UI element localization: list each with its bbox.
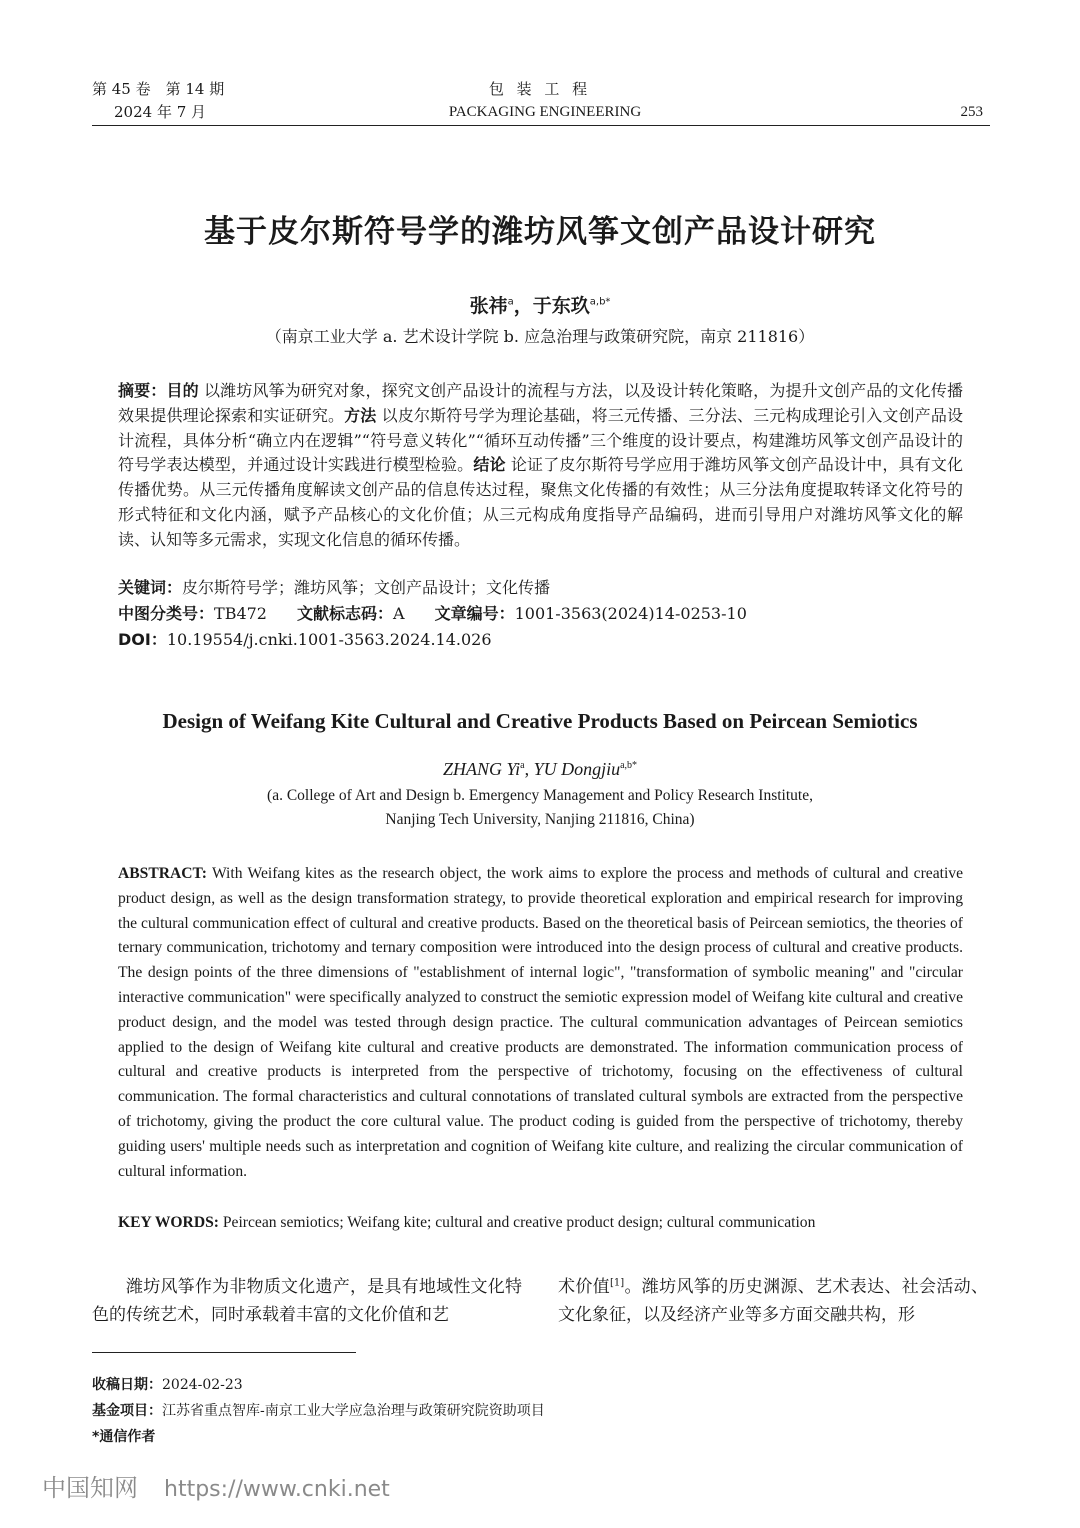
authors-cn [0,292,1080,320]
method-label: 方法 [344,405,377,425]
doi-label: DOI： [118,630,167,649]
abstract-text-en: With Weifang kites as the research object, the work aims to explore the process and methods of cultural and creative product design, as well as the design transformation strategy, to provide theoretical exploration and empirical research for improving the cultural communication effect of cultural and creative products. Based on the theoretical basis of Peircean semiotics, the theories of ternary communication, trichotomy and ternary composition were introduced into the design process of cultural and creative products. The design points of the three dimensions of "establishment of internal logic", "transformation of symbolic meaning" and "circular interactive communication" were specifically analyzed to construct the semiotic expression model of Weifang kite cultural and creative product design, and the model was tested through design practice. The cultural communication advantages of Peircean semiotics applied to the design of Weifang kite cultural and creative products are demonstrated. The information communication process of cultural and creative products is interpreted from the perspective of trichotomy, focusing on the effectiveness of cultural communication. The formal characteristics and cultural connotations of translated cultural symbols are extracted from the perspective of trichotomy, giving the product the core cultural value. The product coding is guided from the perspective of trichotomy, thereby guiding users' multiple needs such as interpretation and cognition of Weifang kite culture, and realizing the circular communication of cultural information. [118,865,963,1180]
body-right-rest: 。潍坊风筝的历史渊源、艺术表达、社会活动、文化象征，以及经济产业等多方面交融共构，形 [558,1277,989,1325]
fund-project [92,1400,545,1422]
author-2-cn: 于东玖 [532,295,590,317]
conclusion-label: 结论 [473,455,506,475]
article-number-value: 1001-3563(2024)14-0253-10 [514,604,747,623]
received-label: 收稿日期： [92,1377,162,1393]
journal-title-en: PACKAGING ENGINEERING [448,104,642,120]
watermark-url[interactable]: https://www.cnki.net [164,1477,390,1502]
purpose-text: 以潍坊风筝为研究对象，探究文创产品设计的流程与方法，以及设计转化策略，为提升文创产品的文化传播效果提供理论探索和实证研究。 [118,381,963,425]
affiliation-cn: （南京工业大学 a. 艺术设计学院 b. 应急治理与政策研究院，南京 211816） [265,327,815,346]
journal-title-cn: 包 装 工 程 [488,80,592,98]
conclusion-text: 论证了皮尔斯符号学应用于潍坊风筝文创产品设计中，具有文化传播优势。从三元传播角度解读文创产品的信息传达过程，聚焦文化传播的有效性；从三分法角度提取转译文化符号的形式特征和文化内涵，赋予产品核心的文化价值；从三元构成角度指导产品编码，进而引导用户对潍坊风筝文化的解读、认知等多元需求，实现文化信息的循环传播。 [118,455,963,549]
keywords-en [118,1211,815,1236]
abstract-cn [118,379,963,553]
doi-value[interactable]: 10.19554/j.cnki.1001-3563.2024.14.026 [166,630,492,649]
author-separator: ， [513,295,533,317]
purpose-label: 目的 [166,381,199,400]
fund-value: 江苏省重点智库-南京工业大学应急治理与政策研究院资助项目 [162,1403,545,1419]
doi-line [118,627,492,653]
affiliation-en-line1: (a. College of Art and Design b. Emergency Management and Policy Research Institute, [267,787,813,804]
keywords-label-cn: 关键词： [118,578,183,597]
cnki-watermark [42,1468,390,1503]
method-text: 以皮尔斯符号学为理论基础，将三元传播、三分法、三元构成理论引入文创产品设计流程，具体分析“确立内在逻辑”“符号意义转化”“循环互动传播”三个维度的设计要点，构建潍坊风筝文创产品设计的符号学表达模型，并通过设计实践进行模型检验。 [118,405,963,475]
author-2-en: YU Dongjiu [533,759,621,779]
paper-title-cn: 基于皮尔斯符号学的潍坊风筝文创产品设计研究 [204,214,876,250]
abstract-en [118,862,963,1184]
body-column-left: 潍坊风筝作为非物质文化遗产，是具有地域性文化特色的传统艺术，同时承载着丰富的文化价值和艺 [92,1277,522,1325]
author-2-en-mark: a,b* [620,760,638,771]
author-separator-en: , [524,759,534,779]
clc-label: 中图分类号： [118,604,215,623]
issue-date: 2024 年 7 月 [114,103,207,121]
abstract-label-cn: 摘要： [118,381,167,400]
keywords-label-en: KEY WORDS: [118,1214,219,1231]
keywords-text-en: Peircean semiotics; Weifang kite; cultural and creative product design; cultural communication [218,1214,816,1231]
citation-ref-1[interactable]: [1] [609,1277,625,1289]
author-2-affiliation-mark: a,b* [589,296,611,308]
body-column-right [558,1273,988,1329]
doc-code-value: A [393,604,405,623]
received-value: 2024-02-23 [162,1377,243,1393]
author-1-en-mark: a [520,760,525,771]
author-1-en: ZHANG Yi [442,759,521,779]
paper-title-en: Design of Weifang Kite Cultural and Creative Products Based on Peircean Semiotics [162,709,918,733]
doc-code-label: 文献标志码： [296,604,393,623]
keywords-text-cn: 皮尔斯符号学；潍坊风筝；文创产品设计；文化传播 [182,578,551,597]
header-rule [92,125,990,126]
classification-line [118,601,747,627]
keywords-cn [118,575,550,601]
article-number-label: 文章编号： [434,604,515,623]
fund-label: 基金项目： [92,1403,162,1419]
authors-en [0,756,1080,782]
footnote-rule [92,1352,356,1353]
corresponding-author-note: *通信作者 [92,1429,156,1445]
abstract-label-en: ABSTRACT: [118,865,207,882]
body-right-start: 术价值 [558,1277,610,1297]
affiliation-en-line2: Nanjing Tech University, Nanjing 211816, China) [385,811,695,828]
received-date [92,1374,243,1396]
author-1-affiliation-mark: a [507,296,514,308]
page-number: 253 [960,104,983,120]
watermark-brand: 中国知网 [42,1474,138,1502]
clc-value: TB472 [214,604,267,623]
author-1-cn: 张祎 [469,295,508,317]
volume-issue: 第 45 卷 第 14 期 [92,80,225,98]
